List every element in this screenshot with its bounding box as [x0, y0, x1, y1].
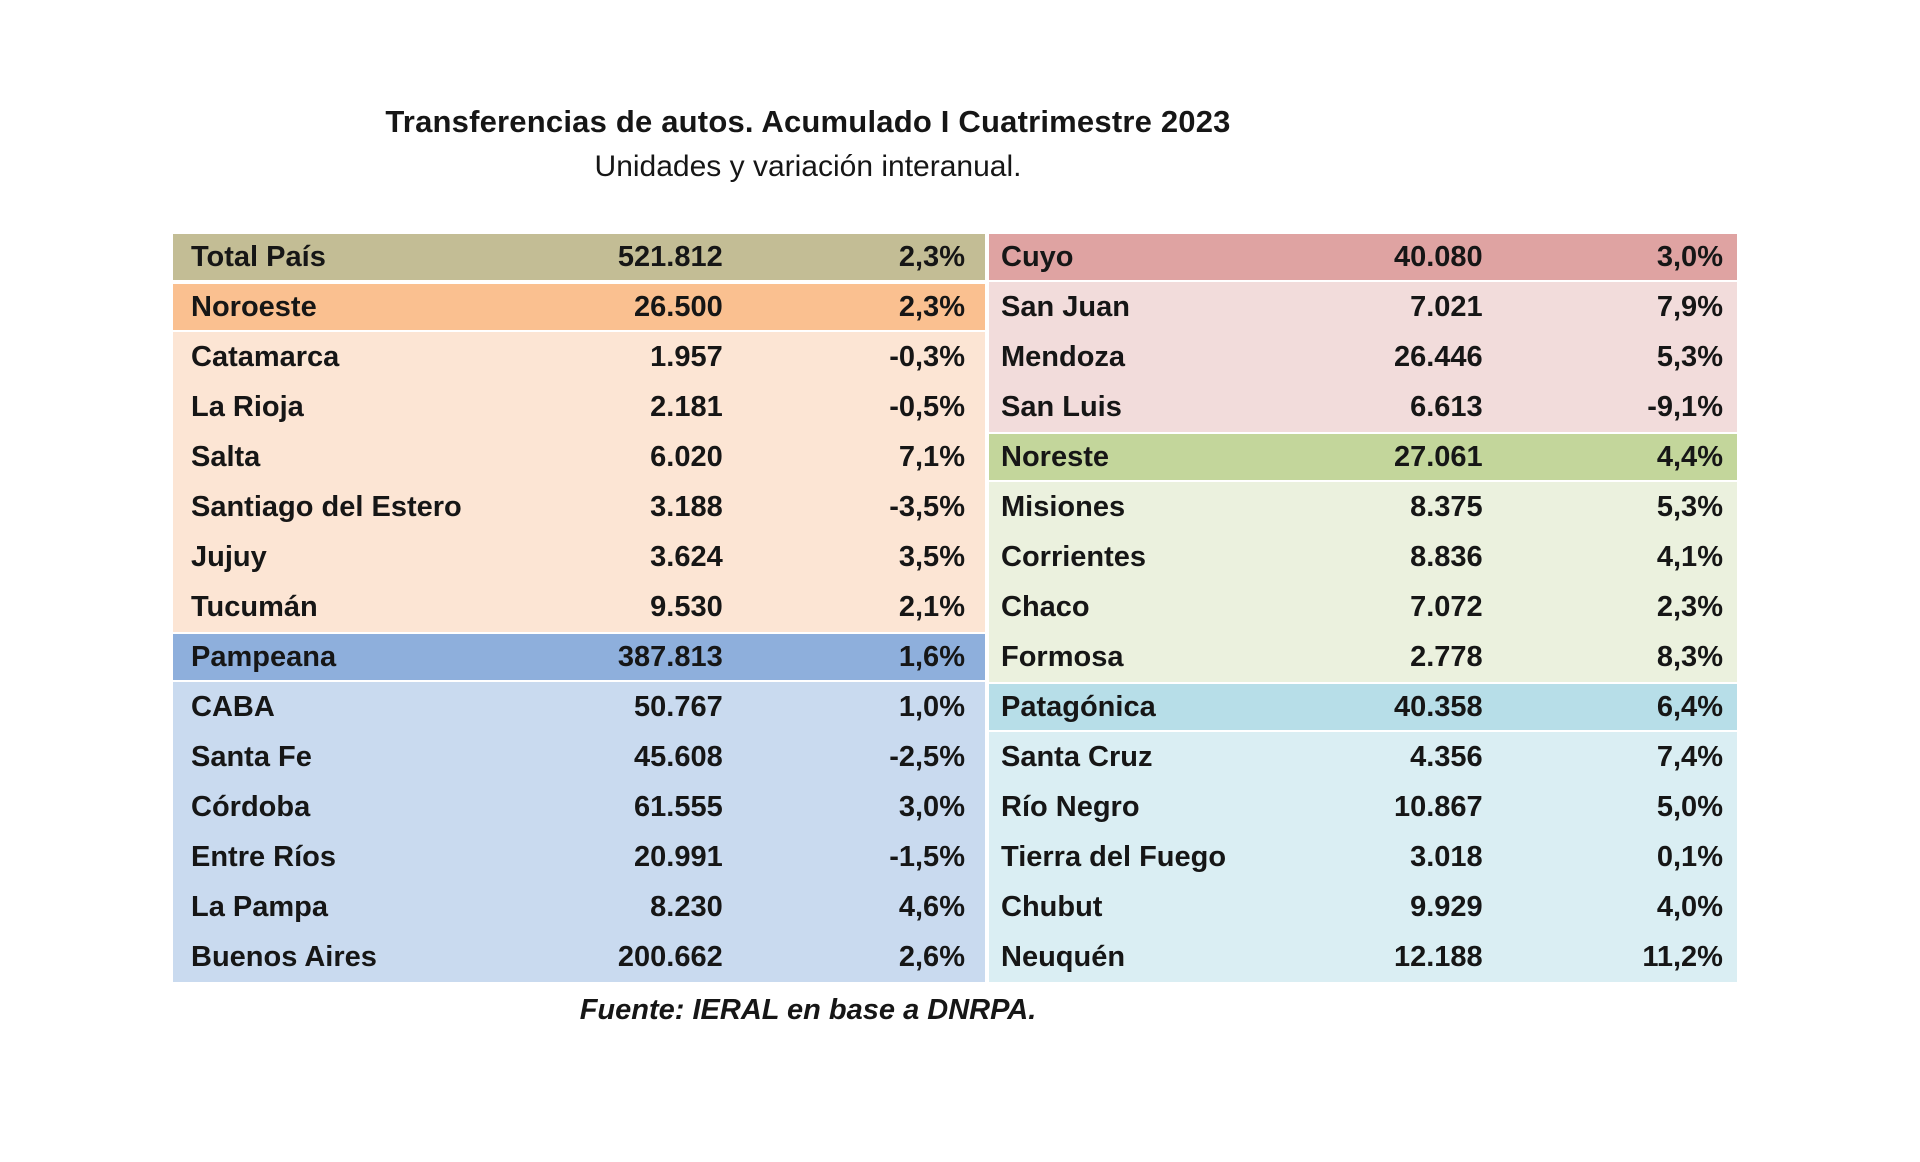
- row-variation: 3,0%: [898, 790, 965, 823]
- row-variation: 1,6%: [898, 640, 965, 673]
- province-row: [173, 832, 985, 882]
- row-label: Corrientes: [1001, 542, 1147, 572]
- row-label: La Pampa: [191, 892, 328, 922]
- row-variation: 2,3%: [898, 240, 965, 273]
- row-label: Córdoba: [191, 792, 311, 822]
- row-variation: -0,3%: [889, 340, 965, 373]
- figure-title: Transferencias de autos. Acumulado I Cuatrimestre 2023: [385, 104, 1231, 139]
- row-label: CABA: [191, 692, 275, 722]
- row-label: Patagónica: [1001, 692, 1156, 722]
- row-units: 8.375: [1410, 490, 1483, 523]
- row-units: 50.767: [634, 690, 723, 723]
- row-label: La Rioja: [191, 392, 304, 422]
- row-units: 45.608: [634, 740, 723, 773]
- row-units: 27.061: [1393, 440, 1483, 473]
- row-variation: 2,3%: [898, 290, 965, 323]
- row-units: 20.991: [634, 840, 723, 873]
- row-variation: -0,5%: [889, 390, 965, 423]
- province-row: [173, 432, 985, 482]
- row-label: Formosa: [1001, 642, 1124, 672]
- province-row: [989, 582, 1737, 632]
- province-row: [989, 782, 1737, 832]
- province-row: [989, 332, 1737, 382]
- row-units: 6.613: [1410, 390, 1483, 423]
- row-variation: -3,5%: [889, 490, 965, 523]
- figure-subtitle: Unidades y variación interanual.: [594, 150, 1022, 183]
- row-variation: 0,1%: [1656, 840, 1723, 873]
- province-row: [989, 282, 1737, 332]
- province-row: [989, 532, 1737, 582]
- row-units: 3.018: [1410, 840, 1483, 873]
- province-row: [173, 532, 985, 582]
- province-row: [173, 882, 985, 932]
- row-units: 1.957: [650, 340, 723, 373]
- province-row: [989, 932, 1737, 982]
- row-variation: -1,5%: [889, 840, 965, 873]
- row-label: Chaco: [1001, 592, 1090, 622]
- region-header-row: [173, 232, 985, 282]
- row-label: Entre Ríos: [191, 842, 337, 872]
- row-variation: 7,1%: [898, 440, 965, 473]
- row-units: 10.867: [1393, 790, 1483, 823]
- province-row: [173, 932, 985, 982]
- row-variation: 4,4%: [1656, 440, 1723, 473]
- row-variation: 3,5%: [898, 540, 965, 573]
- row-variation: 7,4%: [1656, 740, 1723, 773]
- row-units: 12.188: [1393, 940, 1483, 973]
- row-variation: -9,1%: [1647, 390, 1723, 423]
- row-label: Mendoza: [1001, 342, 1126, 372]
- row-label: Neuquén: [1001, 942, 1126, 972]
- province-row: [173, 682, 985, 732]
- source-note: Fuente: IERAL en base a DNRPA.: [579, 994, 1037, 1026]
- row-variation: 11,2%: [1642, 940, 1723, 973]
- province-row: [989, 882, 1737, 932]
- regions-table: [173, 232, 1737, 982]
- row-units: 4.356: [1410, 740, 1483, 773]
- row-units: 200.662: [617, 940, 723, 973]
- row-variation: 5,0%: [1656, 790, 1723, 823]
- region-header-row: [173, 632, 985, 682]
- row-units: 9.929: [1410, 890, 1483, 923]
- row-variation: 1,0%: [898, 690, 965, 723]
- row-variation: 2,6%: [898, 940, 965, 973]
- row-label: San Juan: [1001, 292, 1130, 322]
- row-variation: 4,1%: [1656, 540, 1723, 573]
- row-units: 8.230: [650, 890, 723, 923]
- region-header-row: [989, 232, 1737, 282]
- row-label: Tucumán: [191, 592, 318, 622]
- row-label: Jujuy: [191, 542, 267, 572]
- row-variation: -2,5%: [889, 740, 965, 773]
- row-units: 387.813: [617, 640, 723, 673]
- row-variation: 4,0%: [1656, 890, 1723, 923]
- row-units: 61.555: [634, 790, 723, 823]
- table-panel-left: [173, 232, 985, 982]
- row-label: San Luis: [1001, 392, 1122, 422]
- province-row: [173, 732, 985, 782]
- row-label: Chubut: [1001, 892, 1103, 922]
- row-label: Santa Fe: [191, 742, 312, 772]
- row-variation: 2,1%: [898, 590, 965, 623]
- row-label: Catamarca: [191, 342, 340, 372]
- row-variation: 5,3%: [1656, 340, 1723, 373]
- province-row: [173, 582, 985, 632]
- province-row: [173, 332, 985, 382]
- row-label: Santa Cruz: [1001, 742, 1153, 772]
- row-variation: 2,3%: [1656, 590, 1723, 623]
- row-units: 521.812: [617, 240, 723, 273]
- row-label: Misiones: [1001, 492, 1126, 522]
- row-label: Tierra del Fuego: [1001, 842, 1227, 872]
- province-row: [173, 382, 985, 432]
- row-units: 40.080: [1393, 240, 1483, 273]
- row-variation: 4,6%: [898, 890, 965, 923]
- row-label: Cuyo: [1001, 242, 1074, 272]
- row-units: 6.020: [650, 440, 723, 473]
- row-label: Pampeana: [191, 642, 337, 672]
- province-row: [173, 782, 985, 832]
- row-units: 3.624: [650, 540, 723, 573]
- row-label: Río Negro: [1001, 792, 1140, 822]
- row-label: Noreste: [1001, 442, 1109, 472]
- row-units: 9.530: [650, 590, 723, 623]
- row-label: Noroeste: [191, 292, 317, 322]
- region-header-row: [989, 682, 1737, 732]
- province-row: [173, 482, 985, 532]
- row-units: 2.778: [1410, 640, 1483, 673]
- row-label: Salta: [191, 442, 261, 472]
- province-row: [989, 482, 1737, 532]
- row-units: 2.181: [650, 390, 723, 423]
- table-panel-right: [989, 232, 1737, 982]
- row-units: 7.021: [1410, 290, 1483, 323]
- row-units: 7.072: [1410, 590, 1483, 623]
- row-variation: 5,3%: [1656, 490, 1723, 523]
- province-row: [989, 832, 1737, 882]
- row-label: Total País: [191, 242, 326, 272]
- row-variation: 6,4%: [1656, 690, 1723, 723]
- row-units: 26.446: [1393, 340, 1483, 373]
- row-label: Buenos Aires: [191, 942, 377, 972]
- row-units: 26.500: [634, 290, 723, 323]
- province-row: [989, 382, 1737, 432]
- row-label: Santiago del Estero: [191, 492, 462, 522]
- row-units: 40.358: [1393, 690, 1483, 723]
- row-units: 8.836: [1410, 540, 1483, 573]
- region-header-row: [173, 282, 985, 332]
- row-variation: 3,0%: [1656, 240, 1723, 273]
- province-row: [989, 632, 1737, 682]
- region-header-row: [989, 432, 1737, 482]
- province-row: [989, 732, 1737, 782]
- row-variation: 8,3%: [1656, 640, 1723, 673]
- row-variation: 7,9%: [1656, 290, 1723, 323]
- row-units: 3.188: [650, 490, 723, 523]
